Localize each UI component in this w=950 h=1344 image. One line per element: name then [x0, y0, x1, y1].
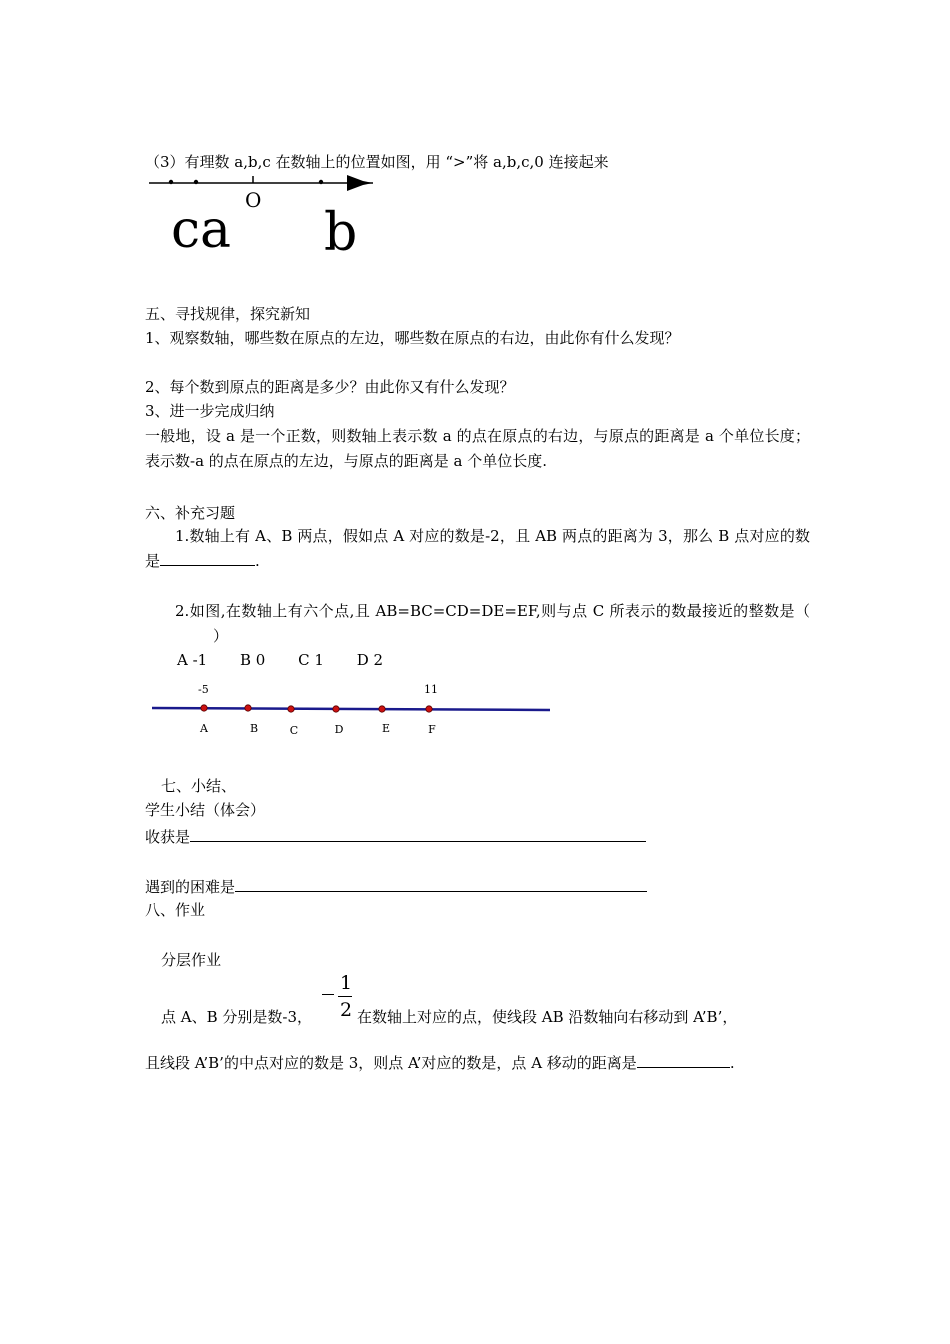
value-left: -5	[198, 683, 209, 696]
sec7-gain	[145, 825, 646, 847]
difficulty-blank	[235, 875, 647, 892]
value-right: 11	[424, 683, 438, 696]
label-d: D	[334, 723, 344, 736]
q3-text: （3）有理数 a,b,c 在数轴上的位置如图，用 “>”将 a,b,c,0 连接起来	[145, 153, 609, 171]
point-b	[319, 180, 323, 184]
option-a: A -1	[177, 651, 208, 669]
sec6-heading: 六、补充习题	[145, 504, 236, 522]
hw-part2: 在数轴上对应的点，使线段 AB 沿数轴向右移动到 A’B’，	[357, 1008, 738, 1026]
sec8-heading: 八、作业	[145, 901, 206, 919]
gain-blank	[190, 825, 646, 842]
sec5-q1: 1、观察数轴，哪些数在原点的左边，哪些数在原点的右边，由此你有什么发现？	[145, 329, 680, 347]
hw-line2-text: 且线段 A’B’的中点对应的数是 3，则点 A’对应的数是，点 A 移动的距离是	[145, 1054, 637, 1072]
arrow-head-icon	[347, 175, 373, 191]
difficulty-label: 遇到的困难是	[145, 878, 236, 896]
label-a: a	[200, 200, 232, 252]
label-e: E	[381, 722, 391, 735]
sec7-difficulty	[145, 875, 647, 897]
point-f	[426, 706, 432, 712]
hw-answer-blank	[637, 1051, 730, 1068]
sec8-sub: 分层作业	[161, 951, 222, 969]
number-line-abc-figure	[145, 172, 405, 252]
sec7-heading: 七、小结、	[161, 777, 237, 795]
frac-bar	[338, 996, 352, 997]
frac-minus	[322, 994, 334, 995]
label-a: A	[200, 722, 208, 735]
point-a	[194, 180, 198, 184]
point-c	[169, 180, 173, 184]
point-d	[333, 706, 339, 712]
point-c	[288, 706, 294, 712]
hw-line2	[145, 1051, 735, 1073]
hw-part1: 点 A、B 分别是数-3，	[161, 1008, 313, 1026]
p1-text: 1.数轴上有 A、B 两点，假如点 A 对应的数是-2，且 AB 两点的距离为 3，那么 B 点对应的数是	[145, 527, 810, 570]
point-e	[379, 706, 385, 712]
p1-end: .	[255, 551, 260, 570]
option-c: C 1	[298, 651, 324, 669]
point-a	[201, 705, 207, 711]
sec5-q3: 3、进一步完成归纳	[145, 402, 275, 420]
label-f: F	[428, 723, 436, 736]
label-b: B	[249, 722, 259, 735]
label-c: C	[289, 724, 299, 737]
option-d: D 2	[356, 651, 384, 669]
gain-label: 收获是	[145, 828, 191, 846]
sec5-heading: 五、寻找规律，探究新知	[145, 305, 311, 323]
sec6-problem2	[145, 599, 810, 648]
p1-answer-blank	[160, 549, 255, 566]
point-b	[245, 705, 251, 711]
fraction-neg-half	[322, 972, 356, 1022]
frac-denominator: 2	[340, 999, 353, 1021]
sec7-student: 学生小结（体会）	[145, 801, 266, 819]
sec5-q2: 2、每个数到原点的距离是多少？由此你又有什么发现？	[145, 378, 515, 396]
axis-line	[152, 708, 550, 710]
hw-end: .	[729, 1054, 735, 1072]
p2-options	[177, 650, 411, 670]
sec6-problem1	[145, 524, 810, 573]
p2-text: 2.如图,在数轴上有六个点,且 AB=BC=CD=DE=EF,则与点 C 所表示的数最接近的整数是（	[175, 602, 810, 620]
frac-numerator: 1	[340, 972, 353, 994]
sec5-summary: 一般地，设 a 是一个正数，则数轴上表示数 a 的点在原点的右边，与原点的距离是 a 个单位长度；表示数-a 的点在原点的左边，与原点的距离是 a 个单位长度.	[145, 427, 810, 470]
label-origin: O	[245, 188, 262, 212]
p2-close: ）	[213, 626, 229, 645]
number-line-six-points-figure	[145, 676, 565, 746]
option-b: B 0	[240, 651, 266, 669]
label-c: c	[171, 200, 201, 252]
label-b: b	[324, 203, 358, 252]
